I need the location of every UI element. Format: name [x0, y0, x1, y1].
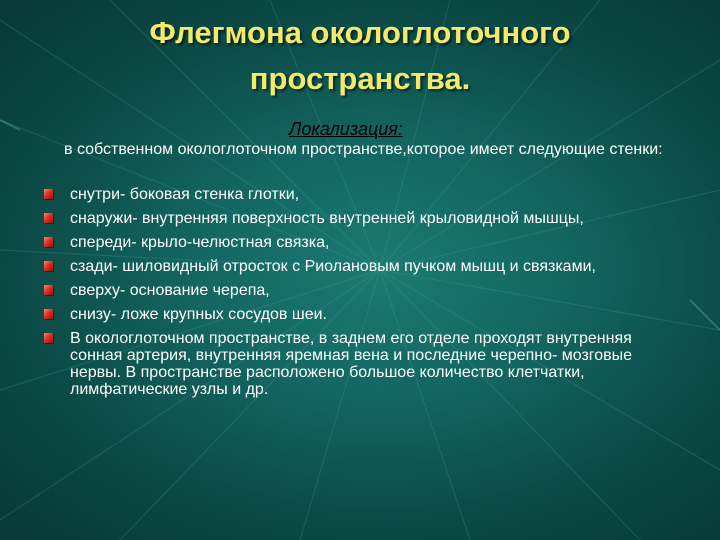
red-square-bullet-icon	[44, 213, 53, 223]
subtitle-colon: :	[397, 119, 403, 139]
bullet-item-contents	[44, 330, 668, 398]
bullet-text: сзади- шиловидный отросток с Риолановым пучком мышц и связками,	[70, 258, 596, 275]
bullet-item-front	[44, 234, 664, 251]
bullet-item-inner	[44, 186, 664, 203]
subtitle-localization	[289, 118, 403, 140]
red-square-bullet-icon	[44, 189, 53, 199]
red-square-bullet-icon	[44, 285, 53, 295]
bullet-text: В окологлоточном пространстве, в заднем его отделе проходят внутренняя сонная артерия, внутренняя яремная вена и последние черепно- мозговые нервы. В пространстве расположено большое количество клетчатки, лимфатические узлы и др.	[70, 330, 633, 398]
slide-title-line-2: пространства.	[249, 61, 471, 96]
red-square-bullet-icon	[44, 309, 53, 319]
bullet-text: снутри- боковая стенка глотки,	[70, 186, 300, 203]
subtitle-text: Локализация	[289, 119, 398, 139]
bullet-item-top	[44, 282, 664, 299]
bullet-item-bottom	[44, 306, 664, 323]
bullet-text: снизу- ложе крупных сосудов шеи.	[70, 306, 327, 323]
bullet-list	[44, 186, 664, 405]
bullet-item-outer	[44, 210, 664, 227]
intro-text: в собственном окологлоточном пространстве,которое имеет следующие стенки:	[64, 141, 663, 158]
red-square-bullet-icon	[44, 261, 53, 271]
slide-title	[60, 10, 660, 102]
bullet-text: сверху- основание черепа,	[70, 282, 270, 299]
bullet-text: снаружи- внутренняя поверхность внутренней крыловидной мышцы,	[70, 210, 584, 227]
red-square-bullet-icon	[44, 333, 53, 343]
red-square-bullet-icon	[44, 237, 53, 247]
bullet-item-back	[44, 258, 664, 275]
bullet-text: спереди- крыло-челюстная связка,	[70, 234, 330, 251]
slide-title-line-1: Флегмона окологлоточного	[149, 15, 571, 50]
